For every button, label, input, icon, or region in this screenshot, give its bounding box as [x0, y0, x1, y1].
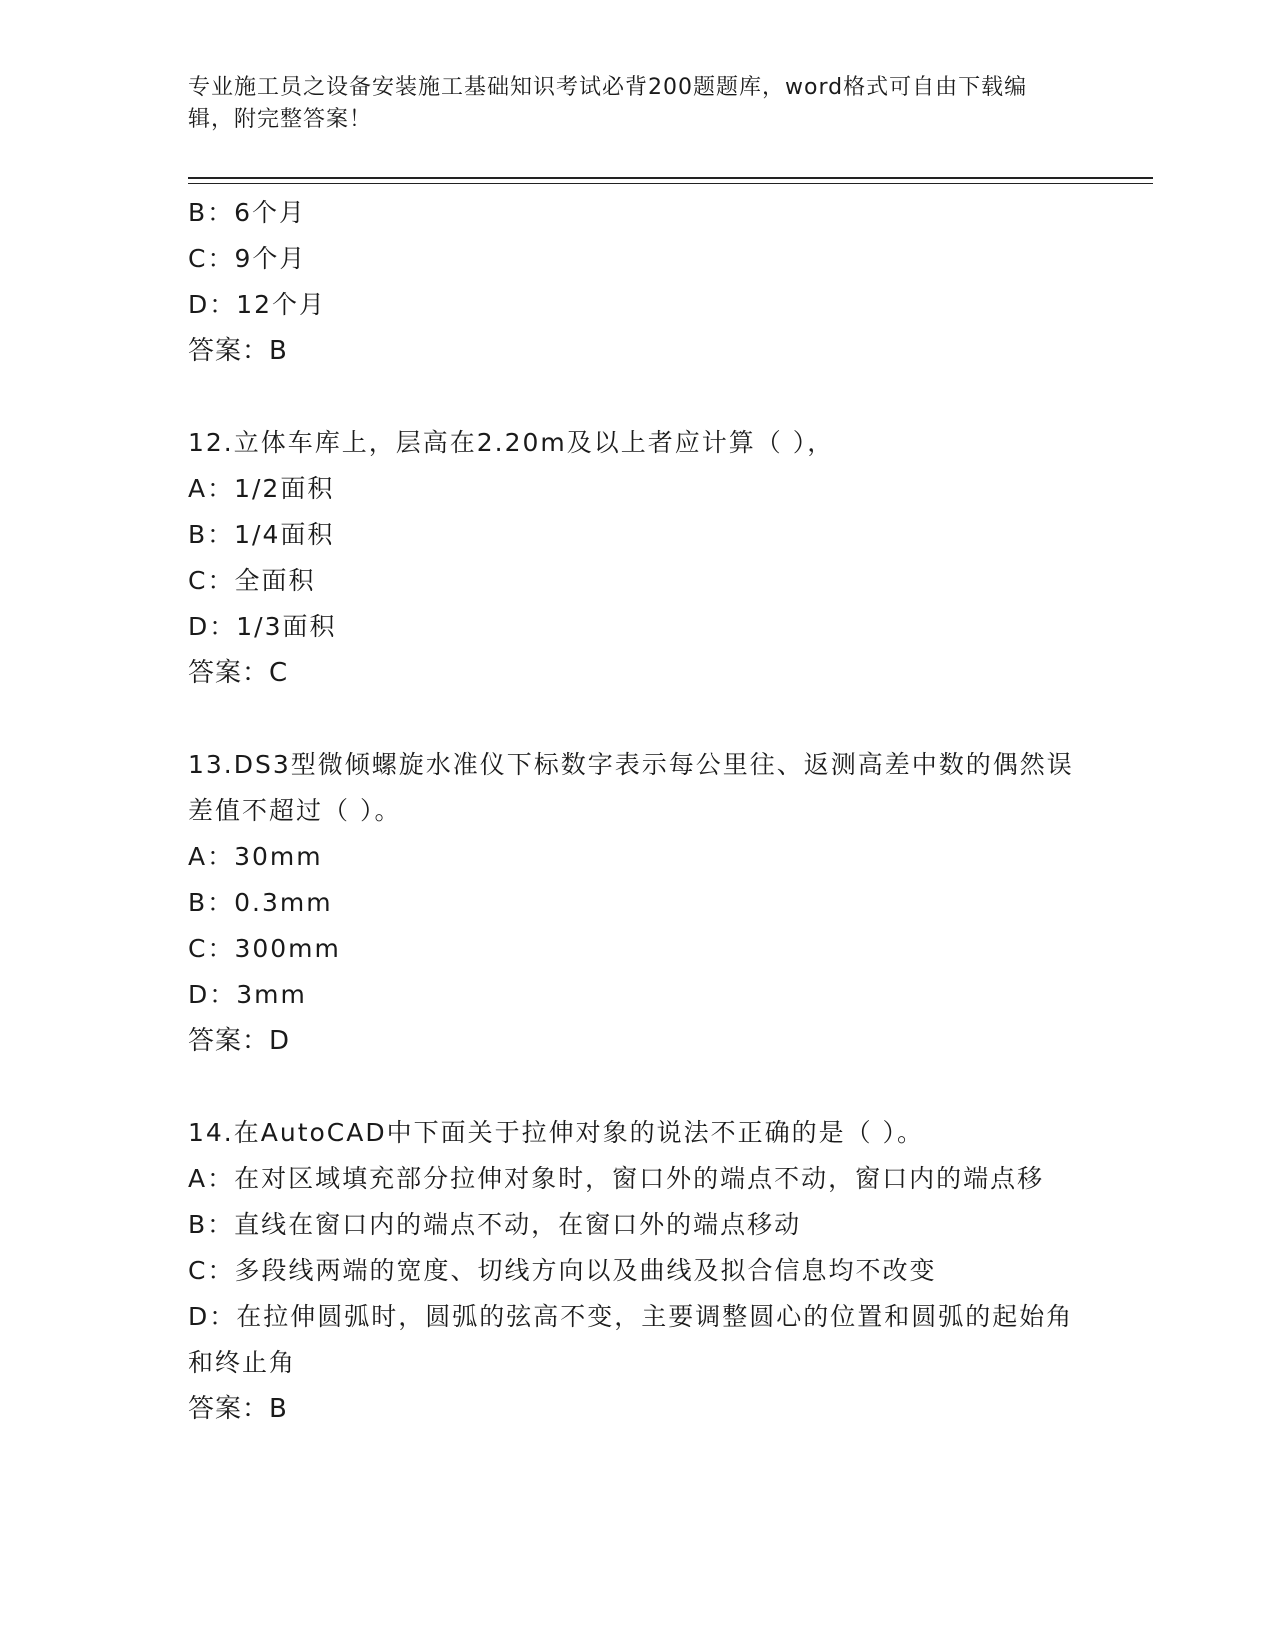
option-a: A：30mm [188, 842, 323, 871]
option-d: D：3mm [188, 980, 307, 1009]
option-c: C：多段线两端的宽度、切线方向以及曲线及拟合信息均不改变 [188, 1256, 937, 1285]
question-12 [188, 420, 1078, 696]
header-rule-top [188, 177, 1153, 179]
question-14 [188, 1110, 1078, 1432]
answer: 答案：B [188, 336, 288, 366]
header-rule-bottom [188, 183, 1153, 184]
question-list [188, 190, 1078, 1432]
answer: 答案：D [188, 1026, 291, 1056]
option-b: B：1/4面积 [188, 520, 335, 549]
option-d: D：1/3面积 [188, 612, 337, 641]
question-stem: 13.DS3型微倾螺旋水准仪下标数字表示每公里往、返测高差中数的偶然误差值不超过（ ）。 [188, 750, 1074, 825]
option-b: B：6个月 [188, 198, 307, 227]
option-a: A：1/2面积 [188, 474, 335, 503]
answer: 答案：B [188, 1394, 288, 1424]
option-c: C：300mm [188, 934, 341, 963]
spacer [188, 696, 1078, 742]
option-d: D：12个月 [188, 290, 327, 319]
spacer [188, 1064, 1078, 1110]
option-d: D：在拉伸圆弧时，圆弧的弦高不变，主要调整圆心的位置和圆弧的起始角和终止角 [188, 1302, 1074, 1377]
question-11-tail [188, 190, 1078, 374]
option-b: B：0.3mm [188, 888, 333, 917]
spacer [188, 374, 1078, 420]
option-c: C：全面积 [188, 566, 316, 595]
question-stem: 14.在AutoCAD中下面关于拉伸对象的说法不正确的是（ ）。 [188, 1118, 925, 1147]
answer: 答案：C [188, 658, 289, 688]
question-13 [188, 742, 1078, 1064]
option-b: B：直线在窗口内的端点不动，在窗口外的端点移动 [188, 1210, 802, 1239]
document-header: 专业施工员之设备安装施工基础知识考试必背200题题库，word格式可自由下载编辑，附完整答案！ [188, 75, 1028, 132]
question-stem: 12.立体车库上，层高在2.20m及以上者应计算（ ）， [188, 428, 835, 457]
option-c: C：9个月 [188, 244, 307, 273]
option-a: A：在对区域填充部分拉伸对象时，窗口外的端点不动，窗口内的端点移 [188, 1164, 1045, 1193]
